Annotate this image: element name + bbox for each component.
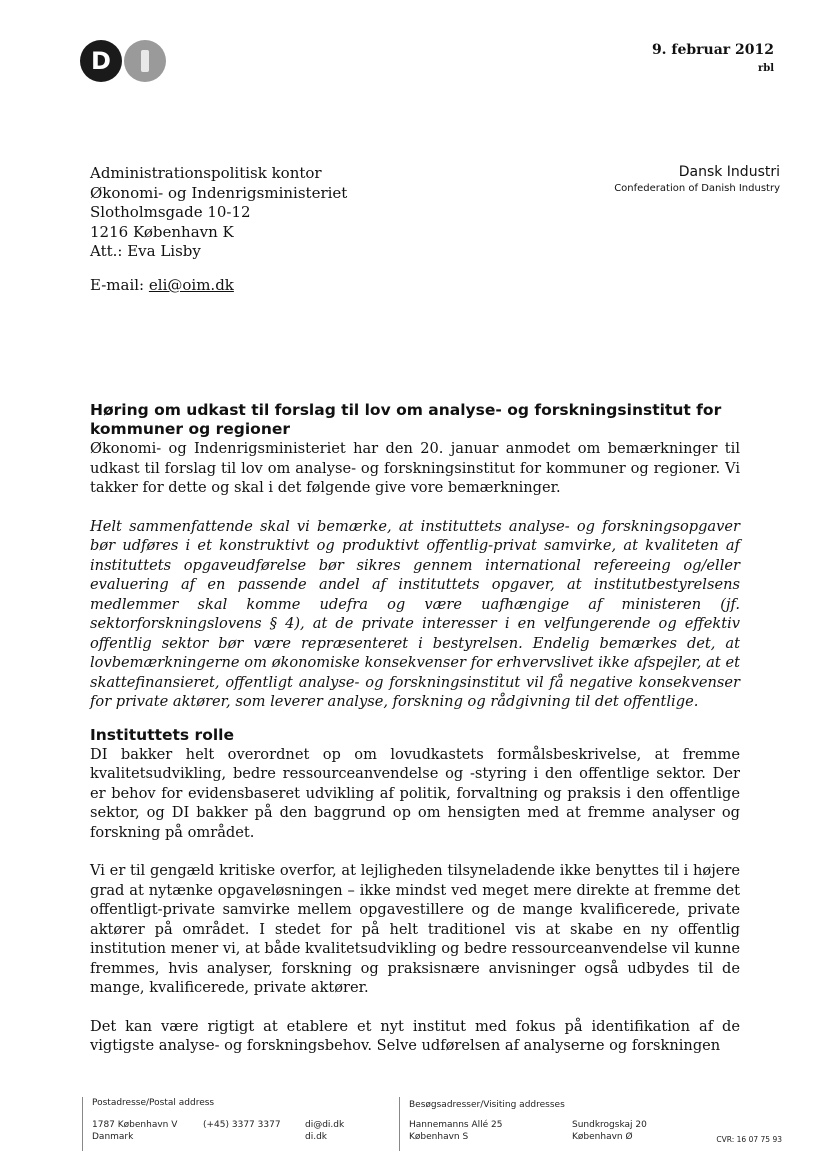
organization-subtitle: Confederation of Danish Industry [614, 183, 780, 194]
di-logo [80, 40, 170, 82]
visit-line: Sundkrogskaj 20 [572, 1120, 647, 1130]
email-link[interactable]: eli@oim.dk [148, 276, 234, 294]
visit-line: København Ø [572, 1132, 633, 1142]
visit-line: København S [409, 1132, 469, 1142]
recipient-email [90, 276, 234, 294]
footer-postal-address [92, 1119, 177, 1143]
recipient-line: Økonomi- og Indenrigsministeriet [90, 183, 348, 202]
role-paragraph-1: DI bakker helt overordnet op om lovudkastets formålsbeskrivelse, at fremme kvalitetsudvikling, bedre ressourceanvendelse og -styring i den offentlige sektor. Der er behov for evidensbaseret udvikling af politik, forvaltning og praksis i den offentlige sektor, og DI bakker på den baggrund op om hensigten med at fremme analyser og forskning på området. [90, 745, 740, 841]
letter-date: 9. februar 2012 [651, 42, 774, 58]
logo-letter-d: D [80, 40, 122, 82]
letter-body [90, 401, 740, 1056]
logo-i-bar [141, 50, 149, 72]
footer-postal-label: Postadresse/Postal address [92, 1098, 215, 1108]
recipient-line: 1216 København K [90, 222, 234, 241]
recipient-line: Slotholmsgade 10-12 [90, 203, 251, 221]
organization-name: Dansk Industri [678, 164, 780, 180]
recipient-address [90, 164, 347, 262]
footer-email: di@di.dk [305, 1120, 345, 1130]
footer-divider [399, 1097, 400, 1151]
recipient-line: Att.: Eva Lisby [90, 242, 201, 260]
recipient-line: Administrationspolitisk kontor [90, 164, 322, 182]
role-paragraph-2: Vi er til gengæld kritiske overfor, at lejligheden tilsyneladende ikke benyttes til i højere grad at nytænke opgaveløsningen – ikke mindst ved meget mere direkte at fremme det offentligt-private samvirke mellem opgavestillere og de mange kvalificerede, private aktører på området. I stedet for på helt traditionel vis at skabe en ny offentlig institution mener vi, at både kvalitetsudvikling og bedre ressourceanvendelse vil kunne fremmes, hvis analyser, forskning og praksisnære anvisninger også udbydes til de mange, kvalificerede, private aktører. [90, 862, 740, 996]
footer-web: di.dk [305, 1132, 327, 1142]
letter-heading: Høring om udkast til forslag til lov om analyse- og forskningsinstitut for kommuner og regioner [90, 401, 722, 438]
email-label: E-mail: [90, 276, 145, 294]
letter-footer [0, 1095, 826, 1155]
footer-visiting-address-1 [409, 1119, 502, 1143]
footer-visiting-label: Besøgsadresser/Visiting addresses [409, 1100, 565, 1110]
footer-contact [305, 1119, 344, 1143]
organization-block [614, 164, 780, 194]
role-paragraph-3: Det kan være rigtigt at etablere et nyt institut med fokus på identifikation af de vigtigste analyse- og forskningsbehov. Selve udførelsen af analyserne og forskningen [90, 1017, 740, 1054]
footer-visiting-address-2 [572, 1119, 647, 1143]
postal-line: 1787 København V [92, 1120, 178, 1130]
intro-paragraph: Økonomi- og Indenrigsministeriet har den 20. januar anmodet om bemærkninger til udkast til forslag til lov om analyse- og forskningsinstitut for kommuner og regioner. Vi takker for dette og skal i det følgende give vore bemærkninger. [90, 440, 740, 496]
visit-line: Hannemanns Allé 25 [409, 1120, 503, 1130]
footer-phone: (+45) 3377 3377 [203, 1120, 281, 1130]
author-initials: rbl [757, 63, 774, 74]
section-heading: Instituttets rolle [90, 725, 234, 744]
logo-letter-i [124, 40, 166, 82]
summary-paragraph: Helt sammenfattende skal vi bemærke, at instituttets analyse- og forskningsopgaver bør udføres i et konstruktivt og produktivt offentlig-privat samvirke, at kvaliteten af instituttets opgaveudførelse bør sikres gennem international refereeing og/eller evaluering af en passende andel af instituttets opgaver, at institutbestyrelsens medlemmer skal komme udefra og være uafhængige af ministeren (jf. sektorforskningslovens § 4), at de private interesser i en velfungerende og effektiv offentlig sektor bør være repræsenteret i bestyrelsen. Endelig bemærkes det, at lovbemærkningerne om økonomiske konsekvenser for erhvervslivet ikke afspejler, at et skattefinansieret, offentligt analyse- og forskningsinstitut vil få negative konsekvenser for private aktører, som leverer analyse, forskning og rådgivning til det offentlige. [90, 517, 740, 710]
postal-line: Danmark [92, 1132, 134, 1142]
footer-cvr: CVR: 16 07 75 93 [716, 1135, 782, 1144]
footer-divider [82, 1097, 83, 1151]
